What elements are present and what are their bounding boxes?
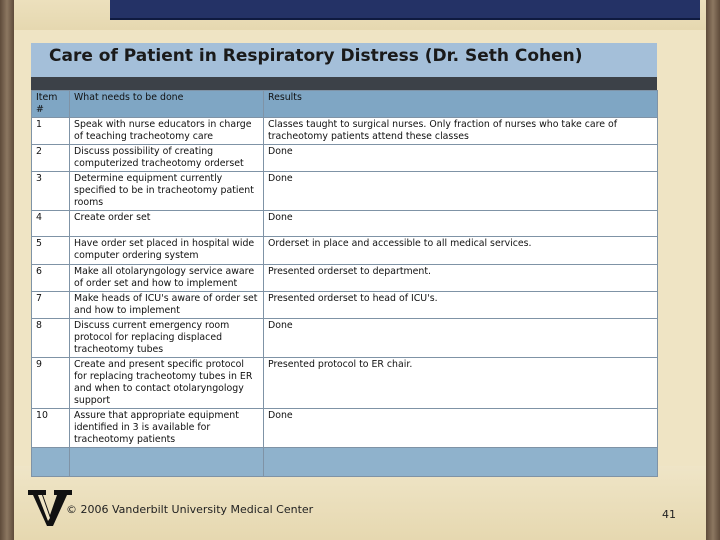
task-cell: Discuss current emergency room protocol for replacing displaced tracheotomy tubes [70,319,264,358]
table-empty-row [32,448,658,477]
table-header-row [32,91,658,118]
empty-cell [32,448,70,477]
item-number-cell: 9 [32,358,70,409]
frame-right-border [706,0,720,540]
result-cell: Done [264,145,658,172]
task-cell: Have order set placed in hospital wide computer ordering system [70,237,264,265]
item-number-cell: 10 [32,409,70,448]
item-number-cell: 3 [32,172,70,211]
copyright-text: © 2006 Vanderbilt University Medical Center [66,503,314,516]
task-cell: Discuss possibility of creating computerized tracheotomy orderset [70,145,264,172]
item-number-cell: 7 [32,292,70,319]
item-number-cell: 4 [32,211,70,237]
table-row [32,358,658,409]
frame-header-bar [110,0,700,20]
slide-panel [31,43,657,468]
result-cell: Presented orderset to head of ICU's. [264,292,658,319]
task-cell: Make heads of ICU's aware of order set and how to implement [70,292,264,319]
item-number-cell: 2 [32,145,70,172]
table-row [32,211,658,237]
item-number-cell: 1 [32,118,70,145]
result-cell: Done [264,172,658,211]
task-cell: Create and present specific protocol for replacing tracheotomy tubes in ER and when to contact otolaryngology support [70,358,264,409]
table-row [32,292,658,319]
slide-title: Care of Patient in Respiratory Distress (Dr. Seth Cohen) [49,46,583,66]
page-number: 41 [662,508,676,521]
result-cell: Done [264,409,658,448]
table-row [32,319,658,358]
table-row [32,172,658,211]
result-cell: Done [264,319,658,358]
item-number-cell: 8 [32,319,70,358]
title-divider [31,77,657,90]
result-cell: Presented protocol to ER chair. [264,358,658,409]
result-cell: Presented orderset to department. [264,265,658,292]
column-header-item: Item # [32,91,70,118]
table-row [32,145,658,172]
task-cell: Determine equipment currently specified to be in tracheotomy patient rooms [70,172,264,211]
title-band [31,43,657,77]
task-cell: Create order set [70,211,264,237]
task-table [31,90,658,477]
table-row [32,237,658,265]
frame-left-border [0,0,14,540]
result-cell: Done [264,211,658,237]
table-row [32,409,658,448]
task-cell: Speak with nurse educators in charge of teaching tracheotomy care [70,118,264,145]
table-row [32,118,658,145]
table-row [32,265,658,292]
item-number-cell: 5 [32,237,70,265]
task-cell: Assure that appropriate equipment identified in 3 is available for tracheotomy patients [70,409,264,448]
item-number-cell: 6 [32,265,70,292]
result-cell: Orderset in place and accessible to all medical services. [264,237,658,265]
empty-cell [70,448,264,477]
task-cell: Make all otolaryngology service aware of order set and how to implement [70,265,264,292]
column-header-task: What needs to be done [70,91,264,118]
empty-cell [264,448,658,477]
column-header-results: Results [264,91,658,118]
result-cell: Classes taught to surgical nurses. Only fraction of nurses who take care of tracheotomy patients attend these classes [264,118,658,145]
